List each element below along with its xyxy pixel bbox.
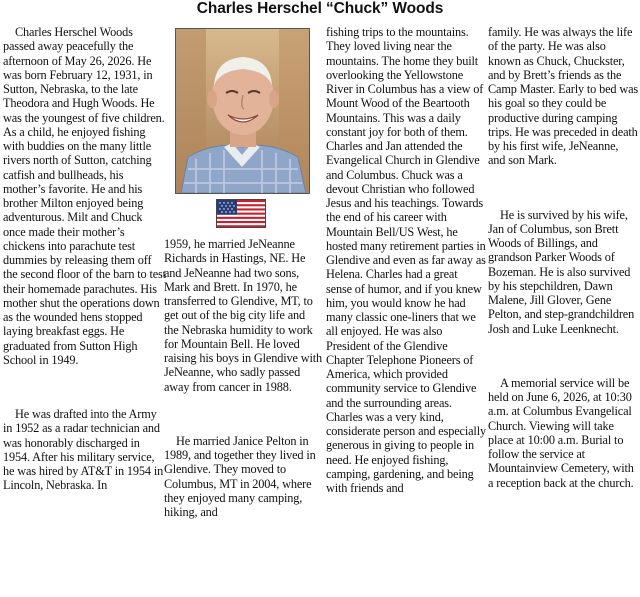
- paragraph: He was drafted into the Army in 1952 as a radar technician and was honorably discharged in 1954. After his military service, he was hired by AT&T in 1954 in Lincoln, Nebraska. In: [3, 407, 164, 493]
- text-column-2: [164, 237, 322, 519]
- paragraph: A memorial service will be held on June 6, 2026, at 10:30 a.m. at Columbus Evangelical Church. Viewing will take place at 10:00 a.m. Burial to follow the service at Mountainview Cemetery, with a reception back at the church.: [488, 375, 634, 490]
- paragraph: 1959, he married JeNeanne Richards in Hastings, NE. He and JeNeanne had two sons, Mark and Brett. In 1970, he transferred to Glendive, MT, to get out of the big city life and the Nebraska humidity to work for Mountain Bell. He loved raising his boys in Glendive with JeNeanne, who sadly passed away from cancer in 1988.: [164, 237, 322, 394]
- paragraph: family. He was always the life of the party. He was also known as Chuck, Chuckster, and by Brett’s friends as the Camp Master. Early to bed was his goal so they could be productive during camping trips. He was preceded in death by his first wife, JeNeanne, and son Mark.: [488, 25, 639, 168]
- us-flag-graphic: [217, 200, 265, 227]
- paragraph: fishing trips to the mountains. They loved living near the mountains. The home they built overlooking the Yellowstone River in Columbus has a view of Mount Wood of the Beartooth Mountains. This was a daily constant joy for both of them. Charles and Jan attended the Evangelical Church in Glendive and Columbus. Chuck was a devout Christian who followed Jesus and his teachings. Towards the end of his career with Mountain Bell/US West, he hosted many retirement parties in Glendive and even as far away as Helena. Charles had a great sense of humor, and if you knew him, you would know he had many classic one-liners that we all enjoyed. He was also President of the Glendive Chapter Telephone Pioneers of America, which provided community service to Glendive and the surrounding areas. Charles was a very kind, considerate person and especially generous in giving to people in need. He enjoyed fishing, camping, gardening, and being with friends and: [326, 25, 486, 495]
- portrait-photo-icon: [176, 29, 309, 193]
- paragraph: Charles Herschel Woods passed away peacefully the afternoon of May 26, 2026. He was born February 12, 1931, in Sutton, Nebraska, to the late Theodora and Hugh Woods. He was the youngest of five children. As a child, he enjoyed fishing with buddies on the many little rivers north of Sutton, catching catfish and bullheads, his mother’s favorite. He and his brother Milton enjoyed being adventurous. Milt and Chuck once made their mother’s chickens into parachute test dummies by releasing them off the second floor of the barn to test their homemade parachutes. His mother shut the operations down as the wounded hens stopped laying breakfast eggs. He graduated from Sutton High School in 1949.: [3, 25, 166, 367]
- text-column-1: [3, 25, 166, 493]
- us-flag-icon: [216, 199, 266, 228]
- text-column-4: [488, 25, 638, 490]
- portrait-photo: [175, 28, 310, 194]
- paragraph: He married Janice Pelton in 1989, and together they lived in Glendive. They moved to Columbus, MT in 2004, where they enjoyed many camping, hiking, and: [164, 433, 316, 519]
- text-column-3: [326, 25, 486, 495]
- obituary-title: Charles Herschel “Chuck” Woods: [196, 0, 444, 17]
- paragraph: He is survived by his wife, Jan of Columbus, son Brett Woods of Billings, and grandson Parker Woods of Bozeman. He is also survived by his stepchildren, Dawn Malene, Jill Glover, Gene Pelton, and step-grandchildren Josh and Luke Leenknecht.: [488, 207, 635, 336]
